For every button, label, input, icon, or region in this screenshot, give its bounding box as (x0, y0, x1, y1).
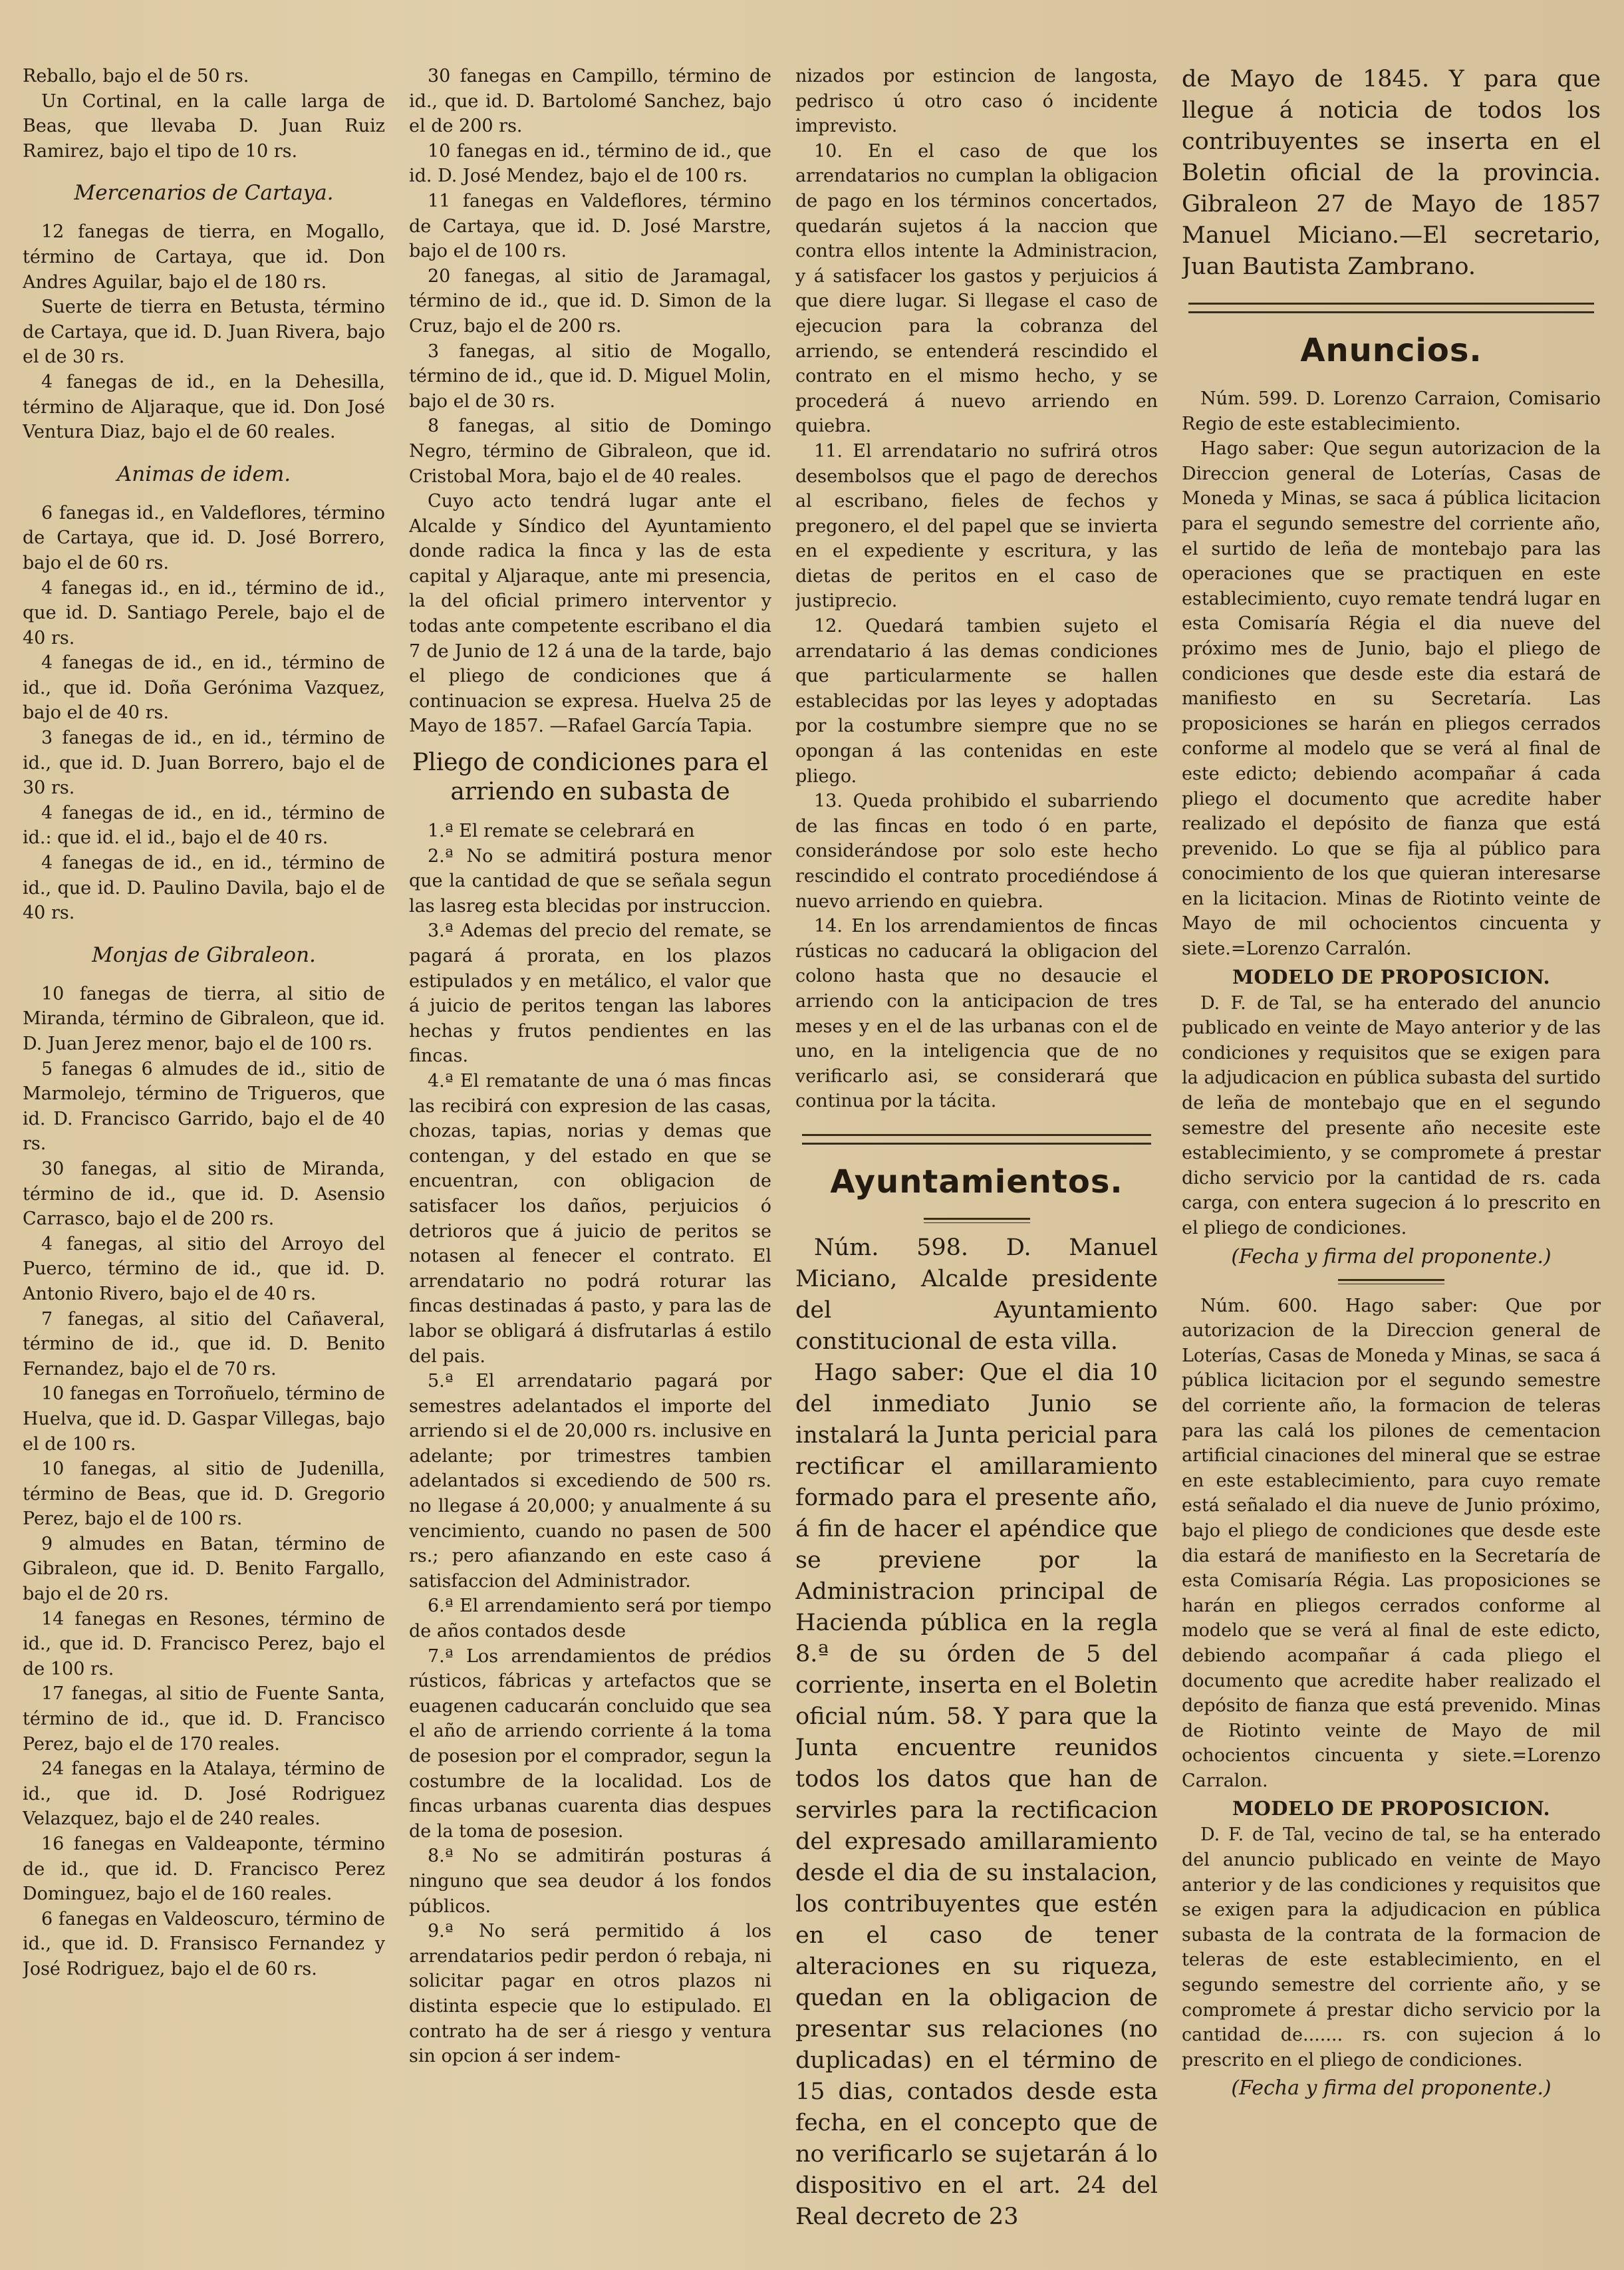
paragraph: 16 fanegas en Valdeaponte, término de id., que id. D. Francisco Perez Dominguez, bajo el de 160 reales. (23, 1834, 385, 1905)
paragraph: 6 fanegas en Valdeoscuro, término de id., que id. D. Fransisco Fernandez y José Rodriguez, bajo el de 60 rs. (23, 1908, 385, 1979)
column-1 (23, 64, 385, 2252)
paragraph: 12 fanegas de tierra, en Mogallo, término de Cartaya, que id. Don Andres Aguilar, bajo el de 180 rs. (23, 221, 385, 293)
paragraph: 10 fanegas en Torroñuelo, término de Huelva, que id. D. Gaspar Villegas, bajo el de 100 rs. (23, 1383, 385, 1455)
notice-intro: Núm. 598. D. Manuel Miciano, Alcalde presidente del Ayuntamiento constitucional de esta villa. (795, 1234, 1158, 1355)
paragraph: 3 fanegas de id., en id., término de id., que id. D. Juan Borrero, bajo el de 30 rs. (23, 728, 385, 799)
notice-body: Hago saber: Que el dia 10 del inmediato Junio se instalará la Junta pericial para rectificar el amillaramiento formado para el presente año, á fin de hacer el apéndice que se previene por la Administracion principal de Hacienda pública en la regla 8.ª de su órden de 5 del corriente, inserta en el Boletin oficial núm. 58. Y para que la Junta encuentre reunidos todos los datos que han de servirles para la rectificacion del expresado amillaramiento desde el dia de su instalacion, los contribuyentes que estén en el caso de tener alteraciones en su riqueza, quedan en la obligacion de presentar sus relaciones (no duplicadas) en el término de 15 dias, contados desde esta fecha, en el concepto que de no verificarlo se sujetarán á lo dispositivo en el art. 24 del Real decreto de 23 (795, 1359, 1158, 2230)
section-title: Mercenarios de Cartaya. (74, 181, 334, 206)
condition-item: 11. El arrendatario no sufrirá otros desembolsos que el pago de derechos al escribano, fieles de fechos y pregonero, el del papel que se invierta en el expediente y escritura, y las dietas de peritos en el caso de justiprecio. (795, 440, 1158, 612)
signature-note: (Fecha y firma del proponente.) (1231, 2076, 1552, 2100)
heading-underline (924, 1218, 1030, 1223)
paragraph: Un Cortinal, en la calle larga de Beas, que llevaba D. Juan Ruiz Ramirez, bajo el tipo de 10 rs. (23, 90, 385, 162)
column-4 (1182, 64, 1601, 2252)
paragraph: 14 fanegas en Resones, término de id., que id. D. Francisco Perez, bajo el de 100 rs. (23, 1608, 385, 1679)
condition-item: 2.ª No se admitirá postura menor que la cantidad de que se señala segun las lasreg esta blecidas por instruccion. (409, 845, 771, 917)
ad-body: Hago saber: Que segun autorizacion de la Direccion general de Loterías, Casas de Moneda y Minas, se saca á pública licitacion para el segundo semestre del corriente año, el surtido de leña de montebajo para las operaciones que se practiquen en este establecimiento, cuyo remate tendrá lugar en esta Comisaría Régia el dia nueve del próximo mes de Junio, bajo el pliego de condiciones que desde este dia estará de manifiesto en su Secretaría. Las proposiciones se harán en pliegos cerrados conforme al modelo que se verá al final de este edicto; debiendo acompañar á cada pliego el documento que acredite haber realizado el depósito de fianza que está prevenido. Lo que se fija al público para conocimiento de los que quieran interesarse en la licitacion. Minas de Riotinto veinte de Mayo de mil ochocientos cincuenta y siete.=Lorenzo Carralón. (1182, 438, 1601, 960)
paragraph: 7 fanegas, al sitio del Cañaveral, término de id., que id. D. Benito Fernandez, bajo el de 70 rs. (23, 1308, 385, 1379)
paragraph: Reballo, bajo el de 50 rs. (23, 66, 249, 86)
paragraph: 6 fanegas id., en Valdeflores, término de Cartaya, que id. D. José Borrero, bajo el de 60 rs. (23, 502, 385, 573)
condition-item: 13. Queda prohibido el subarriendo de las fincas en todo ó en parte, considerándose por solo este hecho rescindido el contrato procediéndose á nuevo arriendo en quiebra. (795, 791, 1158, 912)
condition-item: 5.ª El arrendatario pagará por semestres adelantados el importe del arriendo si el de 20,000 rs. inclusive en adelante; por trimestres tambien adelantados si excediendo de 500 rs. no llegase á 20,000; y anualmente á su vencimiento, cuando no pasen de 500 rs.; pero afianzando en este caso á satisfaccion del Administrador. (409, 1371, 771, 1592)
paragraph: 5 fanegas 6 almudes de id., sitio de Marmolejo, término de Trigueros, que id. D. Francisco Garrido, bajo el de 40 rs. (23, 1058, 385, 1155)
modelo-title: MODELO DE PROPOSICION. (1232, 965, 1551, 988)
paragraph: Cuyo acto tendrá lugar ante el Alcalde y Síndico del Ayuntamiento donde radica la finca y las de esta capital y Aljaraque, ante mi presencia, la del oficial primero interventor y todas ante competente escribano el dia 7 de Junio de 12 á una de la tarde, bajo el pliego de condiciones que á continuacion se expresa. Huelva 25 de Mayo de 1857. —Rafael García Tapia. (409, 491, 771, 737)
condition-item: 7.ª Los arrendamientos de prédios rústicos, fábricas y artefactos que se euagenen caducarán concluido que sea el año de arriendo corriente á la toma de posesion por el comprador, segun la costumbre de la localidad. Los de fincas urbanas cuarenta dias despues de la toma de posesion. (409, 1645, 771, 1842)
pliego-title: Pliego de condiciones para el arriendo en subasta de (412, 749, 769, 806)
paragraph: 8 fanegas, al sitio de Domingo Negro, término de Gibraleon, que id. Cristobal Mora, bajo el de 40 reales. (409, 416, 771, 487)
paragraph: 3 fanegas, al sitio de Mogallo, término de id., que id. D. Miguel Molin, bajo el de 30 rs. (409, 341, 771, 412)
modelo-body: D. F. de Tal, vecino de tal, se ha enterado del anuncio publicado en veinte de Mayo anterior y de las condiciones y requisitos que se exigen para la adjudicacion en pública subasta de la contrata de la formacion de teleras de este establecimiento, en el segundo semestre del corriente año, y se compromete á prestar dicho servicio por la cantidad de....... rs. con sujecion á lo prescrito en el pliego de condiciones. (1182, 1824, 1601, 2070)
ad-divider (1338, 1279, 1444, 1284)
section-heading: Anuncios. (1300, 332, 1482, 369)
section-divider (802, 1134, 1151, 1145)
section-heading: Ayuntamientos. (830, 1163, 1123, 1201)
paragraph: 30 fanegas, al sitio de Miranda, término de id., que id. D. Asensio Carrasco, bajo el de 200 rs. (23, 1158, 385, 1230)
paragraph: nizados por estincion de langosta, pedrisco ú otro caso ó incidente imprevisto. (795, 66, 1158, 137)
paragraph: 10 fanegas, al sitio de Judenilla, término de Beas, que id. D. Gregorio Perez, bajo el de 100 rs. (23, 1459, 385, 1530)
notice-continuation: de Mayo de 1845. Y para que llegue á noticia de todos los contribuyentes se inserta en el Boletin oficial de la provincia. Gibraleon 27 de Mayo de 1857 Manuel Miciano.—El secretario, Juan Bautista Zambrano. (1182, 66, 1601, 280)
columns (23, 64, 1601, 2252)
modelo-body: D. F. de Tal, se ha enterado del anuncio publicado en veinte de Mayo anterior y de las condiciones y requisitos que se exigen para la adjudicacion en pública subasta del surtido de leña de montebajo que en el segundo semestre del presente año necesite este establecimiento, y se compromete á prestar dicho servicio por la cantidad de rs. cada carga, con entera sugecion á lo prescrito en el pliego de condiciones. (1182, 992, 1601, 1238)
paragraph: 4 fanegas de id., en id., término de id., que id. D. Paulino Davila, bajo el de 40 rs. (23, 853, 385, 924)
condition-item: 6.ª El arrendamiento será por tiempo de años contados desde (409, 1596, 771, 1642)
paragraph: 4 fanegas de id., en la Dehesilla, término de Aljaraque, que id. Don José Ventura Diaz, bajo el de 60 reales. (23, 371, 385, 443)
section-title: Animas de idem. (116, 462, 291, 486)
modelo-title: MODELO DE PROPOSICION. (1232, 1797, 1551, 1820)
paragraph: 10 fanegas de tierra, al sitio de Miranda, término de Gibraleon, que id. D. Juan Jerez menor, bajo el de 100 rs. (23, 983, 385, 1054)
condition-item: 10. En el caso de que los arrendatarios no cumplan la obligacion de pago en los términos concertados, quedarán sujetos á la naccion que contra ellos intente la Administracion, y á satisfacer los gastos y perjuicios á que diere lugar. Si llegase el caso de ejecucion para la cobranza del arriendo, se entenderá rescindido el contrato en el mismo hecho, y se procederá á nuevo arriendo en quiebra. (795, 140, 1158, 437)
condition-item: 8.ª No se admitirán posturas á ninguno que sea deudor á los fondos públicos. (409, 1846, 771, 1917)
paragraph: 4 fanegas id., en id., término de id., que id. D. Santiago Perele, bajo el de 40 rs. (23, 577, 385, 648)
paragraph: 30 fanegas en Campillo, término de id., que id. D. Bartolomé Sanchez, bajo el de 200 rs. (409, 66, 771, 137)
paragraph: 10 fanegas en id., término de id., que id. D. José Mendez, bajo el de 100 rs. (409, 140, 771, 187)
paragraph: 11 fanegas en Valdeflores, término de Cartaya, que id. D. José Marstre, bajo el de 100 rs. (409, 190, 771, 262)
column-2 (409, 64, 771, 2252)
condition-item: 14. En los arrendamientos de fincas rústicas no caducará la obligacion del colono hasta que no desaucie el arriendo con la anticipacion de tres meses y en el de las urbanas con el de uno, en la inteligencia que de no verificarlo asi, se considerará que continua por la tácita. (795, 916, 1158, 1112)
paragraph: 4 fanegas de id., en id., término de id., que id. Doña Gerónima Vazquez, bajo el de 40 rs. (23, 652, 385, 724)
condition-item: 4.ª El rematante de una ó mas fincas las recibirá con expresion de las casas, chozas, tapias, norias y demas que contengan, y del estado en que se encuentran, con obligacion de satisfacer los daños, perjuicios ó detrioros que á juicio de peritos se notasen al fenecer el contrato. El arrendatario no podrá roturar las fincas destinadas á pasto, y para las de labor se obligará á disfrutarlas á estilo del pais. (409, 1070, 771, 1367)
condition-item: 3.ª Ademas del precio del remate, se pagará á prorata, en los plazos estipulados y en metálico, el valor que á juicio de peritos tengan las labores hechas y frutos pendientes en las fincas. (409, 921, 771, 1067)
condition-item: 9.ª No será permitido á los arrendatarios pedir perdon ó rebaja, ni solicitar pagar en otros plazos ni distinta especie que lo estipulado. El contrato ha de ser á riesgo y ventura sin opcion á ser indem- (409, 1921, 771, 2067)
paragraph: 4 fanegas, al sitio del Arroyo del Puerco, término de id., que id. D. Antonio Rivero, bajo el de 40 rs. (23, 1233, 385, 1304)
paragraph: 4 fanegas de id., en id., término de id.: que id. el id., bajo el de 40 rs. (23, 802, 385, 849)
condition-item: 1.ª El remate se celebrará en (428, 821, 695, 842)
signature-note: (Fecha y firma del proponente.) (1231, 1244, 1552, 1268)
ad-intro: Núm. 599. D. Lorenzo Carraion, Comisario Regio de este establecimiento. (1182, 388, 1601, 434)
section-title: Monjas de Gibraleon. (92, 942, 316, 967)
condition-item: 12. Quedará tambien sujeto el arrendatario á las demas condiciones que particularmente se hallen establecidas por las leyes y adoptadas por la costumbre siempre que no se opongan á las contenidas en este pliego. (795, 616, 1158, 787)
paragraph: Suerte de tierra en Betusta, término de Cartaya, que id. D. Juan Rivera, bajo el de 30 rs. (23, 297, 385, 368)
section-divider (1188, 303, 1594, 313)
paragraph: 9 almudes en Batan, término de Gibraleon, que id. D. Benito Fargallo, bajo el de 20 rs. (23, 1533, 385, 1605)
ad-body: Núm. 600. Hago saber: Que por autorizacion de la Direccion general de Loterías, Casas de Moneda y Minas, se saca á pública licitacion por el segundo semestre del corriente año, la formacion de teleras para las calá los pilones de cementacion artificial cinaciones del mineral que se estrae en este establecimiento, para cuyo remate está señalado el dia nueve de Junio próximo, bajo el pliego de condiciones que desde este dia estará de manifiesto en la Secretaría de esta Comisaría Régia. Las proposiciones se harán en pliegos cerrados conforme al modelo que se verá al final de este edicto, debiendo acompañar á cada pliego el documento que acredite haber realizado el depósito de fianza que está prevenido. Minas de Riotinto veinte de Mayo de mil ochocientos cincuenta y siete.=Lorenzo Carralon. (1182, 1295, 1601, 1791)
paragraph: 17 fanegas, al sitio de Fuente Santa, término de id., que id. D. Francisco Perez, bajo el de 170 reales. (23, 1683, 385, 1755)
column-3 (795, 64, 1158, 2252)
paragraph: 24 fanegas en la Atalaya, término de id., que id. D. José Rodriguez Velazquez, bajo el de 240 reales. (23, 1759, 385, 1830)
paragraph: 20 fanegas, al sitio de Jaramagal, término de id., que id. D. Simon de la Cruz, bajo el de 200 rs. (409, 265, 771, 337)
